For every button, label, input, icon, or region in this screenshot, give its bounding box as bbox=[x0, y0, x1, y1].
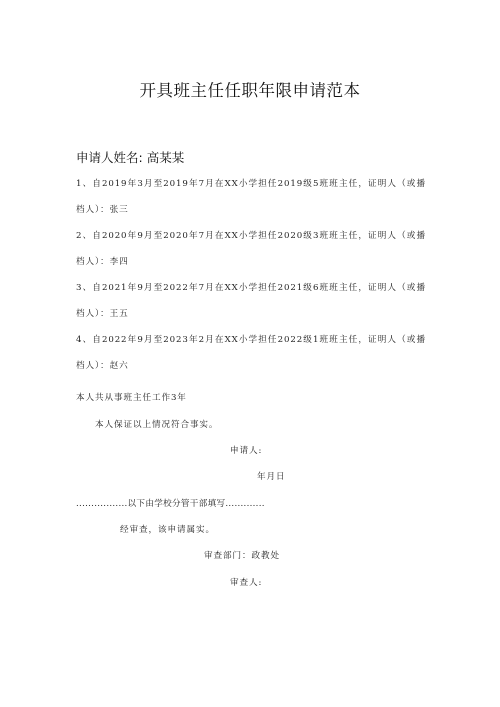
reviewer-label: 审查人: bbox=[230, 578, 263, 588]
section-divider: .................以下由学校分管干部填写............. bbox=[76, 499, 265, 509]
guarantee-line: 本人保证以上情况符合事实。 bbox=[95, 420, 219, 430]
signature-date-label: 年月日 bbox=[257, 472, 286, 482]
applicant-name-line bbox=[76, 148, 184, 166]
tenure-entry-3: 3、自2021年9月至2022年7月在XX小学担任2021级6班班主任，证明人（或播档人）：王五 bbox=[76, 283, 426, 319]
review-statement: 经审查，该申请属实。 bbox=[120, 525, 215, 535]
summary-line: 本人共从事班主任工作3年 bbox=[76, 393, 187, 403]
applicant-name: 高某某 bbox=[146, 150, 185, 165]
review-department: 审查部门：政教处 bbox=[204, 551, 280, 561]
tenure-entry-4: 4、自2022年9月至2023年2月在XX小学担任2022级1班班主任，证明人（或播档人）：赵六 bbox=[76, 335, 426, 371]
applicant-signature-label: 申请人: bbox=[230, 446, 263, 456]
tenure-entry-2: 2、自2020年9月至2020年7月在XX小学担任2020级3班班主任，证明人（或播档人）：李四 bbox=[76, 231, 426, 267]
tenure-entry-1: 1、自2019年3月至2019年7月在XX小学担任2019级5班班主任，证明人（或播档人）：张三 bbox=[76, 179, 426, 215]
document-title: 开具班主任任职年限申请范本 bbox=[139, 81, 361, 100]
applicant-label: 申请人姓名: bbox=[76, 150, 143, 165]
